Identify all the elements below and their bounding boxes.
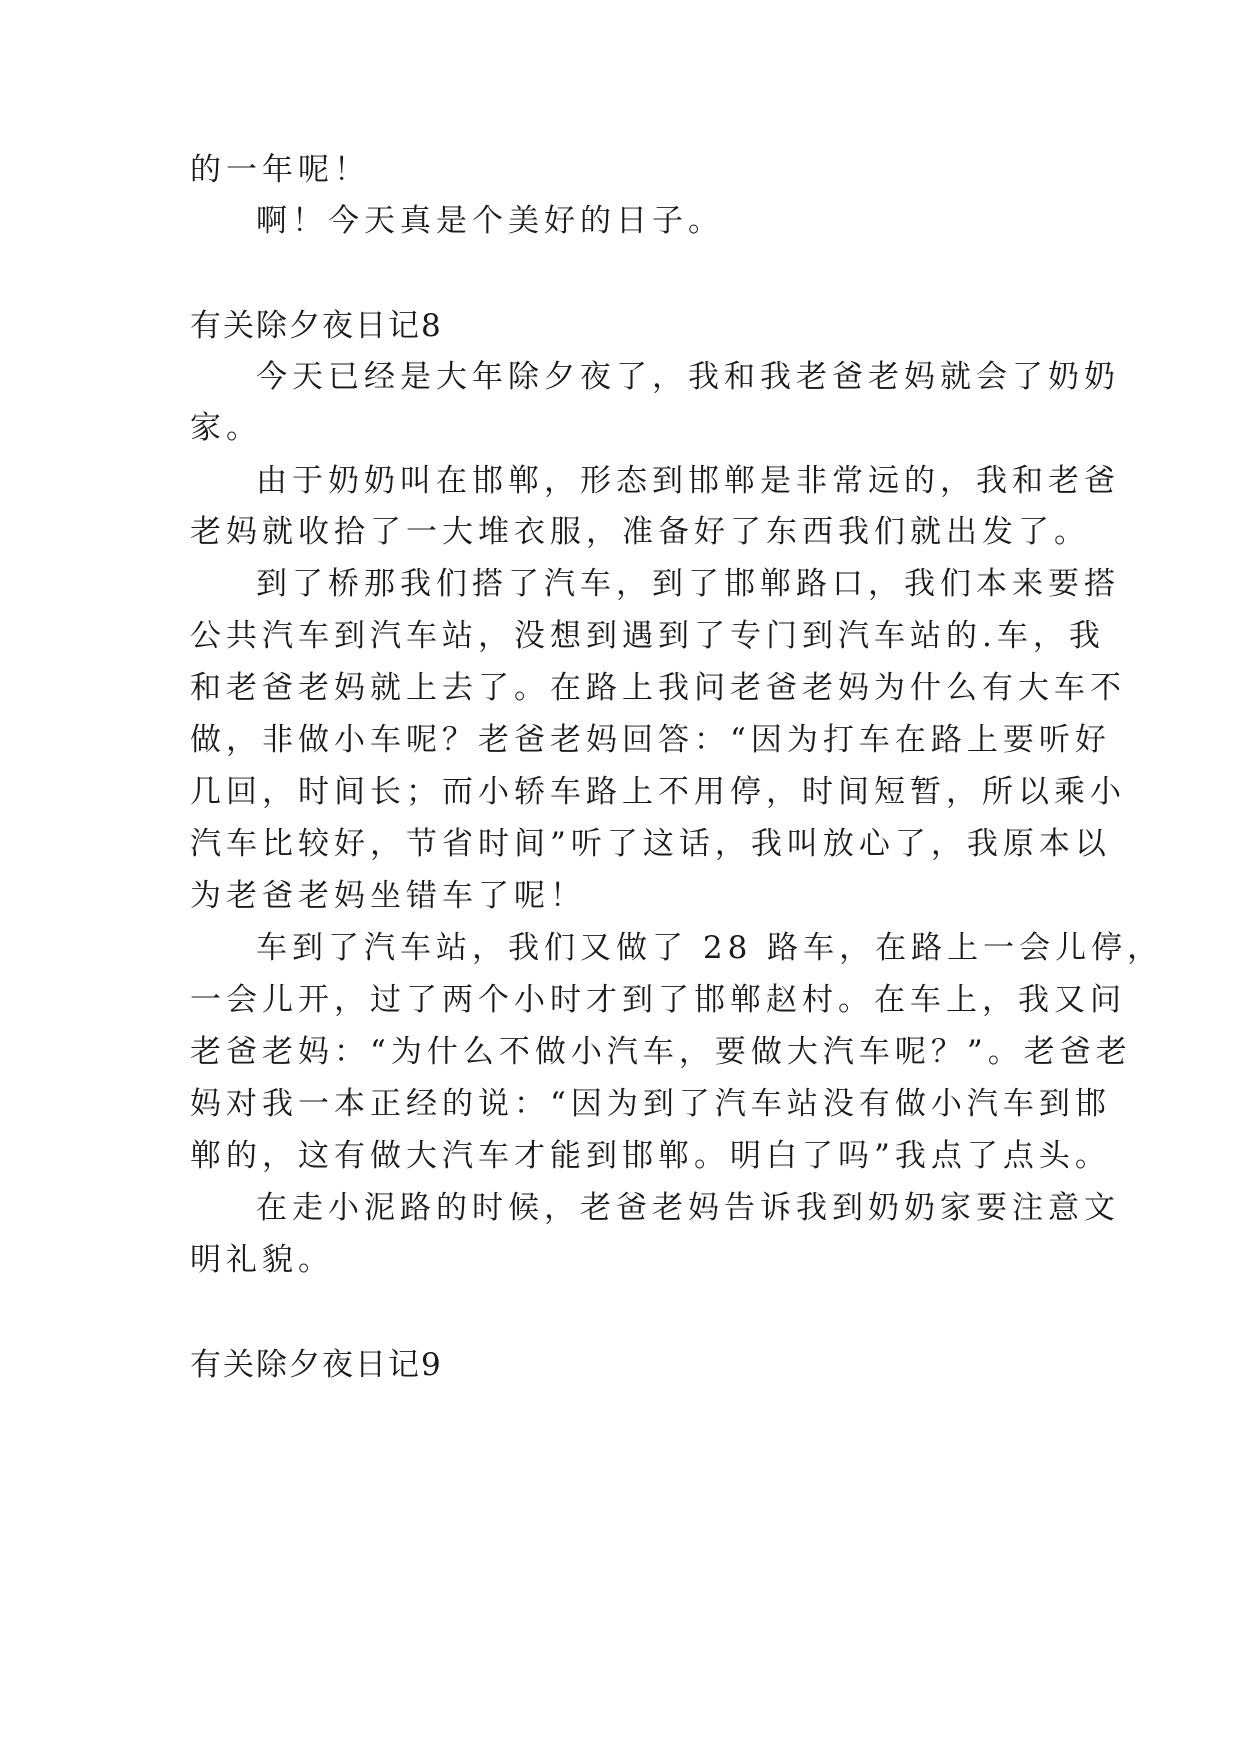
text-line: 为老爸老妈坐错车了呢！ bbox=[190, 878, 586, 914]
text-line: 妈对我一本正经的说：“因为到了汽车站没有做小汽车到邯 bbox=[190, 1086, 1111, 1122]
text-line: 车到了汽车站，我们又做了 28 路车，在路上一会儿停， bbox=[256, 930, 1164, 966]
text-line: 家。 bbox=[190, 410, 262, 446]
text-line: 啊！今天真是个美好的日子。 bbox=[256, 203, 724, 239]
text-line: 明礼貌。 bbox=[190, 1242, 334, 1278]
text-line: 到了桥那我们搭了汽车，到了邯郸路口，我们本来要搭 bbox=[256, 566, 1120, 602]
text-line: 和老爸老妈就上去了。在路上我问老爸老妈为什么有大车不 bbox=[190, 670, 1126, 706]
section-heading: 有关除夕夜日记9 bbox=[190, 1347, 443, 1383]
text-line: 做，非做小车呢？老爸老妈回答：“因为打车在路上要听好 bbox=[190, 722, 1111, 758]
section-heading: 有关除夕夜日记8 bbox=[190, 308, 443, 344]
text-line: 由于奶奶叫在邯郸，形态到邯郸是非常远的，我和老爸 bbox=[256, 463, 1120, 499]
text-line: 几回，时间长；而小轿车路上不用停，时间短暂，所以乘小 bbox=[190, 774, 1126, 810]
text-line: 公共汽车到汽车站，没想到遇到了专门到汽车站的.车，我 bbox=[190, 618, 1105, 654]
text-line: 一会儿开，过了两个小时才到了邯郸赵村。在车上，我又问 bbox=[190, 982, 1126, 1018]
text-line: 的一年呢！ bbox=[190, 152, 370, 188]
text-line: 老爸老妈：“为什么不做小汽车，要做大汽车呢？”。老爸老 bbox=[190, 1034, 1132, 1070]
text-line: 老妈就收拾了一大堆衣服，准备好了东西我们就出发了。 bbox=[190, 514, 1090, 550]
text-line: 在走小泥路的时候，老爸老妈告诉我到奶奶家要注意文 bbox=[256, 1190, 1120, 1226]
text-line: 郸的，这有做大汽车才能到邯郸。明白了吗”我点了点头。 bbox=[190, 1138, 1111, 1174]
text-line: 今天已经是大年除夕夜了，我和我老爸老妈就会了奶奶 bbox=[256, 359, 1120, 395]
text-line: 汽车比较好，节省时间”听了这话，我叫放心了，我原本以 bbox=[190, 826, 1111, 862]
